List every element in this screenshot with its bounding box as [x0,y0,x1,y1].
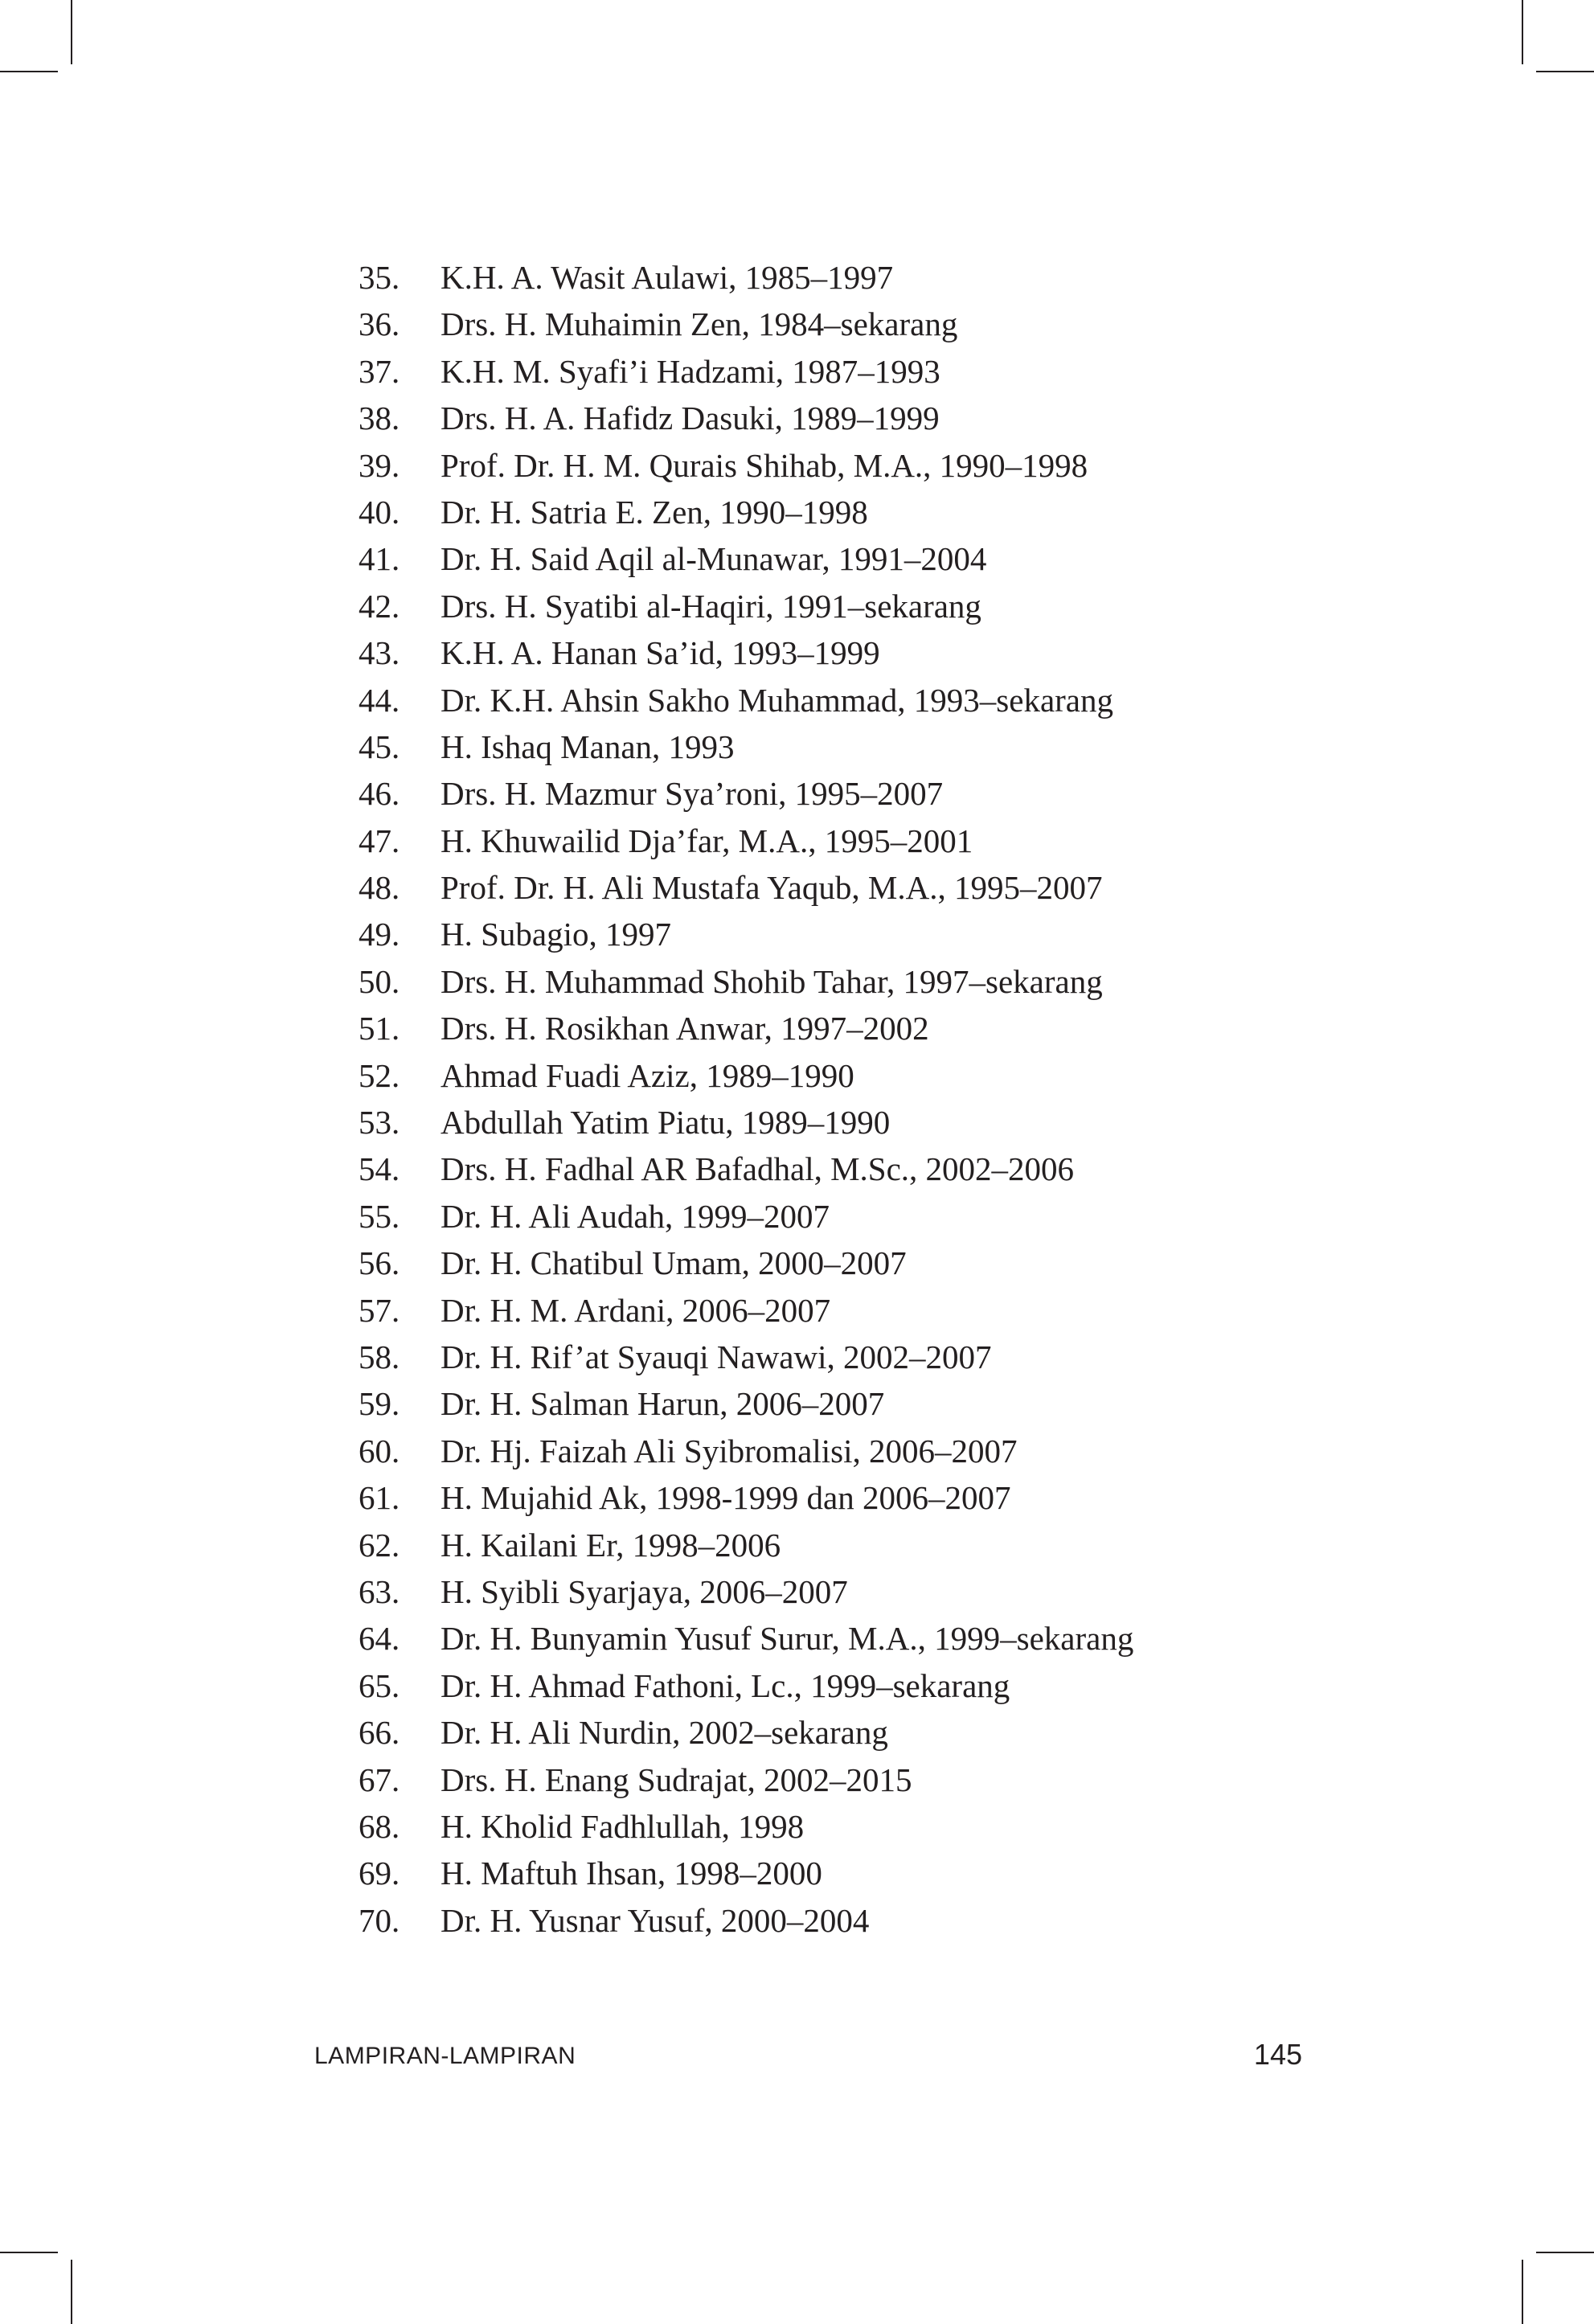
list-item [0,1193,1594,1240]
list-item-text: K.H. A. Hanan Sa’id, 1993–1999 [441,634,880,672]
list-item [0,442,1594,489]
list-item [0,348,1594,395]
list-item [0,864,1594,911]
list-item-number: 38. [359,400,400,437]
list-item [0,301,1594,347]
list-item [0,1897,1594,1944]
list-item [0,1287,1594,1334]
list-item-number: 42. [359,587,400,625]
list-item [0,1146,1594,1192]
list-item-text: Dr. H. Ahmad Fathoni, Lc., 1999–sekarang [441,1666,1010,1704]
list-item-number: 64. [359,1620,400,1658]
list-item [0,1334,1594,1380]
list-item-text: H. Syibli Syarjaya, 2006–2007 [441,1572,848,1610]
list-item-text: H. Subagio, 1997 [441,916,671,953]
list-item [0,395,1594,441]
crop-mark-bottom-left-vertical [71,2260,72,2324]
crop-mark-top-right-vertical [1522,0,1523,64]
list-item-number: 45. [359,728,400,765]
list-item-text: Prof. Dr. H. M. Qurais Shihab, M.A., 1990–1998 [441,446,1088,484]
list-item-number: 53. [359,1104,400,1142]
list-item [0,911,1594,957]
list-item-text: Drs. H. A. Hafidz Dasuki, 1989–1999 [441,400,940,437]
list-item-text: H. Ishaq Manan, 1993 [441,728,735,765]
list-item-text: Dr. H. Bunyamin Yusuf Surur, M.A., 1999–sekarang [441,1620,1134,1658]
list-item [0,1099,1594,1146]
list-item-text: Dr. H. Ali Nurdin, 2002–sekarang [441,1714,888,1752]
list-item [0,583,1594,629]
list-item [0,1662,1594,1709]
list-item [0,1380,1594,1427]
list-item-number: 37. [359,352,400,390]
list-item-number: 40. [359,493,400,531]
list-item [0,1709,1594,1756]
list-item-text: Dr. Hj. Faizah Ali Syibromalisi, 2006–2007 [441,1432,1018,1469]
list-item-number: 41. [359,540,400,578]
list-item-number: 50. [359,962,400,1000]
list-item-number: 65. [359,1666,400,1704]
list-item-number: 51. [359,1010,400,1047]
list-item-number: 57. [359,1291,400,1329]
list-item [0,1850,1594,1896]
list-item-text: Dr. H. Chatibul Umam, 2000–2007 [441,1244,907,1282]
list-item-number: 61. [359,1479,400,1517]
list-item-number: 47. [359,822,400,859]
list-item-number: 66. [359,1714,400,1752]
list-item [0,629,1594,676]
list-item-text: Dr. H. Yusnar Yusuf, 2000–2004 [441,1901,870,1939]
list-item-text: Prof. Dr. H. Ali Mustafa Yaqub, M.A., 1995–2007 [441,869,1103,907]
list-item [0,535,1594,582]
list-item [0,1474,1594,1521]
list-item-text: Drs. H. Muhaimin Zen, 1984–sekarang [441,305,958,343]
list-item-number: 43. [359,634,400,672]
list-item-text: Drs. H. Syatibi al-Haqiri, 1991–sekarang [441,587,981,625]
list-item-text: Drs. H. Rosikhan Anwar, 1997–2002 [441,1010,929,1047]
list-item-text: Dr. K.H. Ahsin Sakho Muhammad, 1993–sekarang [441,681,1113,719]
list-item-number: 68. [359,1807,400,1845]
crop-mark-top-left-vertical [71,0,72,64]
list-item-text: Dr. H. Salman Harun, 2006–2007 [441,1385,885,1423]
list-item [0,1240,1594,1286]
list-item [0,1615,1594,1662]
list-item-number: 60. [359,1432,400,1469]
list-item-number: 44. [359,681,400,719]
list-item [0,489,1594,535]
list-item-text: H. Kailani Er, 1998–2006 [441,1526,781,1564]
list-item-number: 56. [359,1244,400,1282]
list-item-number: 55. [359,1197,400,1235]
list-item [0,958,1594,1005]
list-item-number: 70. [359,1901,400,1939]
list-item-text: Ahmad Fuadi Aziz, 1989–1990 [441,1056,854,1094]
list-item [0,770,1594,817]
list-item-number: 62. [359,1526,400,1564]
list-item-text: Dr. H. Ali Audah, 1999–2007 [441,1197,830,1235]
list-item-number: 69. [359,1855,400,1892]
list-item-number: 48. [359,869,400,907]
list-item-number: 58. [359,1338,400,1375]
list-item [0,1522,1594,1568]
list-item [0,723,1594,770]
list-item-number: 63. [359,1572,400,1610]
numbered-name-list [0,254,1594,1944]
crop-mark-bottom-right-vertical [1522,2260,1523,2324]
list-item-text: H. Kholid Fadhlullah, 1998 [441,1807,805,1845]
list-item [0,818,1594,864]
running-footer-section: LAMPIRAN-LAMPIRAN [314,2043,576,2069]
crop-mark-bottom-left-horizontal [0,2252,58,2253]
list-item-text: Drs. H. Enang Sudrajat, 2002–2015 [441,1760,912,1798]
list-item-text: H. Mujahid Ak, 1998-1999 dan 2006–2007 [441,1479,1011,1517]
list-item-number: 59. [359,1385,400,1423]
crop-mark-top-right-horizontal [1536,71,1594,72]
list-item [0,1568,1594,1615]
list-item-text: Dr. H. Said Aqil al-Munawar, 1991–2004 [441,540,987,578]
list-item-text: H. Khuwailid Dja’far, M.A., 1995–2001 [441,822,973,859]
list-item-number: 46. [359,775,400,813]
crop-mark-top-left-horizontal [0,71,58,72]
list-item-number: 35. [359,259,400,296]
list-item-number: 67. [359,1760,400,1798]
list-item-text: Drs. H. Fadhal AR Bafadhal, M.Sc., 2002–2006 [441,1150,1075,1188]
list-item-text: Drs. H. Muhammad Shohib Tahar, 1997–sekarang [441,962,1103,1000]
list-item [0,1428,1594,1474]
list-item-text: Dr. H. M. Ardani, 2006–2007 [441,1291,831,1329]
crop-mark-bottom-right-horizontal [1536,2252,1594,2253]
list-item-number: 39. [359,446,400,484]
list-item-number: 36. [359,305,400,343]
page-number: 145 [1253,2038,1302,2071]
list-item-text: Abdullah Yatim Piatu, 1989–1990 [441,1104,891,1142]
list-item-text: K.H. M. Syafi’i Hadzami, 1987–1993 [441,352,940,390]
list-item-text: Dr. H. Rif’at Syauqi Nawawi, 2002–2007 [441,1338,992,1375]
list-item-number: 52. [359,1056,400,1094]
list-item-text: Drs. H. Mazmur Sya’roni, 1995–2007 [441,775,944,813]
list-item [0,1005,1594,1051]
list-item-number: 49. [359,916,400,953]
list-item [0,1756,1594,1803]
list-item-number: 54. [359,1150,400,1188]
list-item-text: H. Maftuh Ihsan, 1998–2000 [441,1855,822,1892]
list-item-text: K.H. A. Wasit Aulawi, 1985–1997 [441,259,894,296]
list-item [0,677,1594,723]
list-item [0,254,1594,301]
list-item [0,1803,1594,1850]
list-item [0,1052,1594,1099]
list-item-text: Dr. H. Satria E. Zen, 1990–1998 [441,493,868,531]
